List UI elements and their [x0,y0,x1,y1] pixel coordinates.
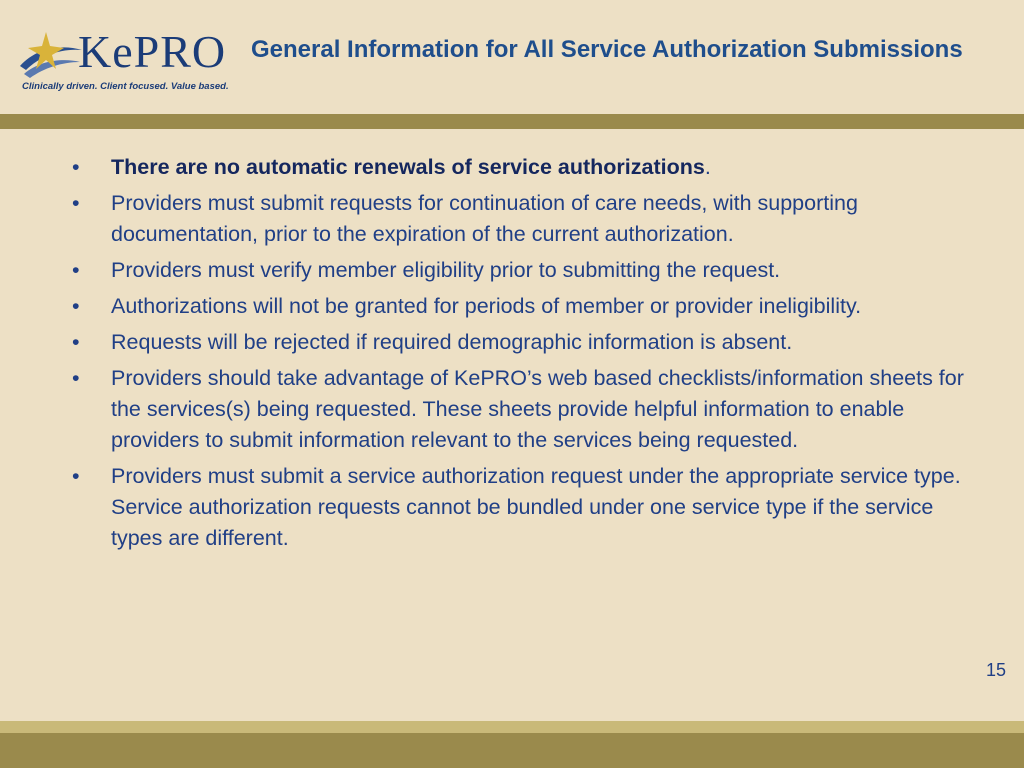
logo-wordmark: KePRO [78,26,227,77]
bullet-suffix: . [704,155,711,179]
logo-tagline: Clinically driven. Client focused. Value based. [22,81,229,92]
bullet-text-bold: There are no automatic renewals of service authorizations [111,155,705,179]
bullet-item [72,327,977,358]
bullet-marker: • [72,155,80,179]
bullet-text: Providers must verify member eligibility prior to submitting the request. [111,258,781,282]
bullet-text: Providers must submit requests for continuation of care needs, with supporting documentation, prior to the expiration of the current authorization. [111,191,858,246]
bullet-text: Providers should take advantage of KePRO’s web based checklists/information sheets for the services(s) being requested. These sheets provide helpful information to enable providers to submit information relevant to the services being requested. [111,366,964,452]
bottom-band-dark [0,733,1024,768]
bullet-marker: • [72,366,80,390]
bullet-item [72,152,977,183]
bottom-band-light [0,721,1024,733]
kepro-logo [16,26,229,96]
bullet-marker: • [72,294,80,318]
bullet-marker: • [72,258,80,282]
bullet-marker: • [72,191,80,215]
bullet-list [72,152,977,559]
bullet-item [72,461,977,554]
bullet-marker: • [72,464,80,488]
bullet-text: Requests will be rejected if required demographic information is absent. [111,330,793,354]
bullet-item [72,188,977,250]
bullet-item [72,363,977,456]
bullet-text: Providers must submit a service authorization request under the appropriate service type. Service authorization requests cannot be bundled under one service type if the service types are different. [111,464,961,550]
top-divider-band [0,114,1024,129]
bullet-text: Authorizations will not be granted for periods of member or provider ineligibility. [111,294,862,318]
star-swoosh-icon [16,26,86,86]
slide-title: General Information for All Service Authorization Submissions [251,36,963,63]
bullet-item [72,255,977,286]
bullet-item [72,291,977,322]
page-number: 15 [985,660,1006,680]
bullet-marker: • [72,330,80,354]
